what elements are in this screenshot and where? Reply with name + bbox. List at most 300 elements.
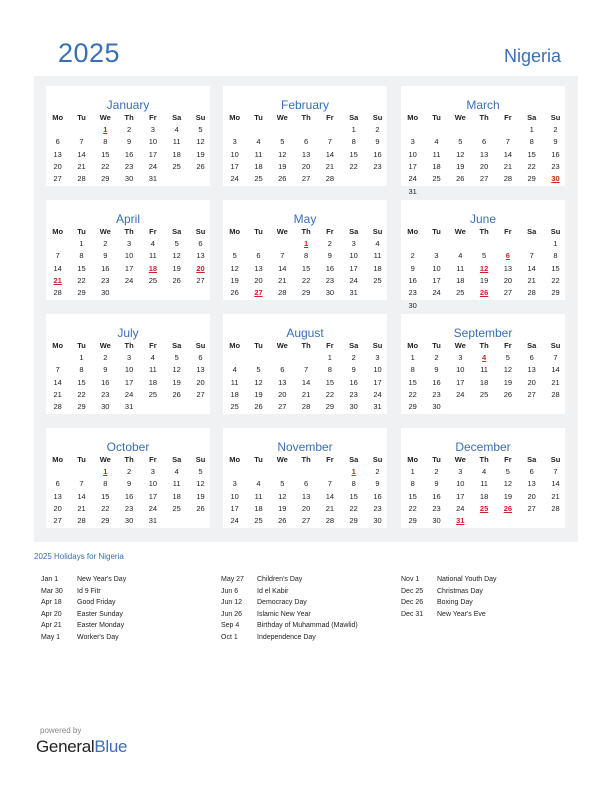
calendar-day: 26: [278, 516, 287, 526]
weekday-label: Sa: [172, 455, 182, 464]
calendar-day: 12: [196, 137, 205, 147]
calendar-day: 19: [196, 491, 205, 501]
calendar-day: 22: [325, 389, 335, 399]
calendar-day: 29: [408, 402, 417, 412]
week-row: [223, 161, 387, 173]
weekday-label: Sa: [527, 113, 537, 122]
calendar-day: 12: [230, 263, 239, 273]
week-row: [46, 287, 210, 299]
calendar-day: 7: [327, 137, 332, 147]
calendar-day: 28: [527, 288, 536, 298]
calendar-day: 2: [103, 239, 108, 248]
calendar-day: 21: [278, 275, 287, 285]
weekday-label: Su: [195, 341, 206, 350]
holiday-name: Good Friday: [77, 599, 116, 606]
calendar-day: 6: [529, 353, 534, 362]
calendar-day: 24: [148, 161, 158, 171]
weekday-label: Tu: [254, 455, 263, 464]
weekday-label: Fr: [504, 341, 512, 350]
week-row: [401, 124, 565, 136]
calendar-day: 29: [101, 174, 110, 184]
holiday-day: 25: [479, 503, 489, 513]
calendar-day: 23: [432, 389, 441, 399]
week-row: [401, 401, 565, 413]
calendar-day: 29: [551, 288, 560, 298]
calendar-day: 8: [351, 479, 356, 489]
holiday-day: 1: [103, 467, 108, 476]
calendar-day: 24: [432, 288, 441, 298]
month-name: April: [115, 212, 140, 226]
week-row: [401, 515, 565, 527]
weekday-header: [223, 454, 387, 466]
weekday-label: Mo: [52, 113, 64, 122]
calendar-day: 21: [325, 503, 335, 513]
holiday-item: [41, 586, 221, 598]
calendar-day: 25: [172, 161, 181, 171]
calendar-day: 7: [79, 479, 84, 489]
calendar-day: 3: [150, 467, 155, 476]
calendar-day: 26: [196, 503, 205, 513]
calendar-day: 2: [375, 467, 380, 476]
calendar-day: 14: [301, 377, 311, 387]
weekday-label: Mo: [229, 341, 241, 350]
calendar-day: 25: [479, 389, 489, 399]
calendar-day: 26: [196, 161, 205, 171]
week-row: [46, 515, 210, 527]
week-row: [46, 263, 210, 275]
calendar-day: 6: [304, 137, 309, 147]
calendar-day: 28: [53, 288, 62, 298]
calendar-day: 9: [351, 365, 356, 375]
month-name: March: [466, 98, 500, 112]
week-row: [223, 287, 387, 299]
calendar-day: 10: [432, 263, 441, 273]
calendar-day: 13: [196, 365, 205, 375]
calendar-day: 6: [256, 251, 261, 261]
month-august: [223, 314, 387, 414]
weekday-header: [401, 226, 565, 238]
calendar-day: 15: [349, 149, 358, 159]
week-row: [223, 478, 387, 490]
calendar-day: 2: [375, 125, 380, 134]
holiday-item: [221, 632, 401, 644]
weekday-header: [401, 340, 565, 352]
weekday-label: We: [99, 227, 111, 236]
holiday-item: [41, 597, 221, 609]
calendar-day: 16: [101, 263, 110, 273]
calendar-day: 23: [432, 503, 441, 513]
calendar-day: 27: [196, 389, 205, 399]
weekday-label: Su: [372, 113, 383, 122]
week-row: [223, 401, 387, 413]
holiday-name: Boxing Day: [437, 599, 473, 606]
calendar-day: 8: [79, 251, 84, 261]
week-row: [223, 263, 387, 275]
calendar-day: 8: [304, 251, 309, 261]
calendar-day: 26: [230, 288, 239, 298]
calendar-day: 15: [101, 491, 110, 501]
calendar-day: 26: [172, 275, 181, 285]
holiday-name: Children's Day: [257, 576, 303, 583]
calendar-day: 4: [375, 239, 380, 248]
calendar-day: 30: [101, 288, 110, 298]
calendar-day: 13: [479, 149, 489, 159]
month-november: [223, 428, 387, 528]
weekday-header: [223, 112, 387, 124]
calendar-day: 27: [503, 288, 513, 298]
weekday-label: Sa: [172, 227, 182, 236]
holiday-date: Dec 25: [401, 587, 424, 595]
weekday-label: Th: [301, 113, 311, 122]
weekday-label: We: [99, 341, 111, 350]
weekday-label: Th: [301, 341, 311, 350]
calendar-day: 17: [148, 149, 158, 159]
calendar-day: 24: [230, 174, 239, 184]
calendar-day: 5: [198, 125, 203, 134]
weekday-label: Th: [124, 455, 134, 464]
calendar-day: 15: [349, 491, 358, 501]
calendar-day: 5: [505, 353, 510, 362]
calendar-day: 2: [434, 353, 439, 362]
week-row: [401, 275, 565, 287]
calendar-day: 8: [79, 365, 84, 375]
week-row: [223, 149, 387, 161]
holiday-name: Democracy Day: [257, 599, 307, 606]
calendar-day: 19: [230, 275, 239, 285]
week-row: [223, 491, 387, 503]
calendar-day: 15: [527, 149, 536, 159]
calendar-day: 14: [527, 263, 536, 273]
weekday-label: Mo: [52, 227, 64, 236]
calendar-day: 24: [373, 389, 382, 399]
week-row: [46, 377, 210, 389]
holiday-date: Mar 30: [41, 587, 63, 595]
calendar-day: 17: [148, 491, 158, 501]
calendar-day: 6: [198, 239, 203, 248]
calendar-day: 31: [148, 174, 158, 184]
calendar-day: 7: [280, 251, 285, 261]
calendar-day: 10: [124, 365, 134, 375]
calendar-day: 8: [103, 479, 108, 489]
calendar-day: 15: [301, 263, 311, 273]
calendar-day: 30: [373, 516, 382, 526]
holiday-day: 26: [479, 288, 489, 298]
calendar-day: 28: [301, 402, 311, 412]
week-row: [401, 238, 565, 250]
holiday-item: [401, 574, 581, 586]
calendar-day: 10: [230, 491, 239, 501]
calendar-day: 12: [254, 377, 263, 387]
weekday-label: Tu: [432, 341, 441, 350]
calendar-day: 3: [232, 479, 237, 489]
month-name: January: [106, 98, 150, 112]
calendar-day: 12: [456, 149, 465, 159]
weekday-label: Fr: [326, 341, 334, 350]
calendar-day: 27: [278, 402, 287, 412]
weekday-label: Sa: [349, 341, 359, 350]
calendar-day: 17: [456, 377, 465, 387]
calendar-day: 22: [349, 503, 358, 513]
calendar-day: 8: [327, 365, 332, 375]
calendar-day: 13: [278, 377, 287, 387]
calendar-day: 23: [101, 389, 110, 399]
calendar-day: 4: [150, 353, 155, 362]
holiday-column: [41, 574, 221, 643]
week-row: [223, 124, 387, 136]
holiday-day: 21: [53, 275, 62, 285]
calendar-day: 30: [124, 174, 134, 184]
calendar-day: 17: [230, 503, 239, 513]
week-row: [401, 466, 565, 478]
calendar-day: 31: [373, 402, 382, 412]
calendar-day: 6: [198, 353, 203, 362]
holiday-day: 31: [456, 516, 465, 526]
weekday-label: We: [454, 455, 466, 464]
holiday-date: Jun 6: [221, 587, 239, 595]
calendar-day: 3: [458, 467, 463, 476]
holiday-date: Dec 31: [401, 610, 424, 618]
calendar-day: 23: [124, 161, 134, 171]
calendar-day: 29: [325, 402, 335, 412]
calendar-day: 27: [53, 516, 62, 526]
calendar-day: 20: [527, 377, 536, 387]
holiday-day: 20: [196, 263, 205, 273]
calendar-day: 11: [148, 251, 157, 261]
month-july: [46, 314, 210, 414]
calendar-day: 16: [325, 263, 335, 273]
calendar-day: 19: [503, 491, 513, 501]
calendar-day: 4: [256, 137, 261, 147]
calendar-day: 21: [53, 389, 62, 399]
calendar-day: 28: [325, 174, 335, 184]
weekday-label: Mo: [407, 227, 419, 236]
calendar-day: 7: [327, 479, 332, 489]
calendar-day: 4: [150, 239, 155, 248]
weekday-label: Fr: [504, 455, 512, 464]
calendar-day: 27: [301, 516, 311, 526]
weekday-label: Tu: [77, 455, 86, 464]
calendar-day: 25: [254, 516, 263, 526]
weekday-label: Sa: [527, 227, 537, 236]
calendar-day: 31: [349, 288, 358, 298]
calendar-day: 10: [408, 149, 417, 159]
calendar-day: 26: [254, 402, 263, 412]
calendar-day: 20: [527, 491, 536, 501]
calendar-day: 28: [77, 174, 86, 184]
calendar-day: 6: [304, 479, 309, 489]
brand-logo: [36, 737, 127, 757]
calendar-day: 7: [304, 365, 309, 375]
week-row: [401, 377, 565, 389]
calendar-day: 24: [148, 503, 158, 513]
week-row: [401, 161, 565, 173]
weekday-header: [401, 454, 565, 466]
weekday-label: Tu: [254, 227, 263, 236]
weekday-label: Sa: [172, 113, 182, 122]
holiday-item: [221, 620, 401, 632]
month-name: July: [117, 326, 139, 340]
week-row: [223, 377, 387, 389]
calendar-day: 14: [278, 263, 287, 273]
week-row: [46, 478, 210, 490]
holiday-day: 27: [254, 288, 263, 298]
weekday-label: We: [454, 341, 466, 350]
weekday-label: Th: [479, 455, 489, 464]
calendar-day: 16: [373, 491, 382, 501]
holiday-item: [221, 597, 401, 609]
weekday-label: Tu: [254, 113, 263, 122]
calendar-day: 11: [432, 149, 441, 159]
week-row: [401, 503, 565, 515]
calendar-day: 7: [79, 137, 84, 147]
calendar-day: 16: [349, 377, 358, 387]
calendar-day: 5: [458, 137, 463, 147]
calendar-day: 16: [432, 377, 441, 387]
week-row: [401, 186, 565, 198]
calendar-grid: [34, 76, 578, 542]
calendar-day: 3: [232, 137, 237, 147]
calendar-day: 3: [375, 353, 380, 362]
holiday-date: Sep 4: [221, 622, 240, 629]
holiday-day: 1: [103, 125, 108, 134]
week-row: [46, 136, 210, 148]
calendar-day: 21: [301, 389, 311, 399]
weekday-header: [401, 112, 565, 124]
holiday-name: Independence Day: [257, 633, 316, 641]
calendar-day: 12: [278, 149, 287, 159]
calendar-day: 28: [551, 389, 560, 399]
calendar-day: 9: [127, 479, 132, 489]
weekday-label: Su: [372, 341, 383, 350]
calendar-day: 29: [301, 288, 311, 298]
week-row: [223, 275, 387, 287]
calendar-day: 5: [232, 251, 237, 261]
calendar-day: 4: [256, 479, 261, 489]
weekday-label: Sa: [349, 227, 359, 236]
weekday-label: Mo: [229, 227, 241, 236]
holiday-name: Id 9 Fitr: [77, 587, 101, 595]
calendar-day: 3: [127, 239, 132, 248]
calendar-day: 2: [553, 125, 558, 134]
weekday-label: Su: [550, 455, 561, 464]
holiday-item: [221, 574, 401, 586]
calendar-day: 10: [230, 149, 239, 159]
week-row: [401, 250, 565, 262]
holiday-name: Easter Sunday: [77, 610, 123, 618]
calendar-day: 19: [172, 377, 181, 387]
calendar-day: 8: [410, 365, 415, 375]
calendar-day: 13: [527, 365, 536, 375]
calendar-day: 16: [551, 149, 560, 159]
holiday-day: 6: [505, 251, 510, 261]
week-row: [401, 287, 565, 299]
calendar-day: 30: [408, 300, 417, 310]
calendar-day: 19: [456, 161, 465, 171]
calendar-day: 23: [373, 161, 382, 171]
weekday-label: Sa: [349, 455, 359, 464]
calendar-day: 7: [55, 251, 60, 261]
weekday-label: Tu: [432, 113, 441, 122]
week-row: [46, 250, 210, 262]
calendar-day: 18: [172, 149, 181, 159]
calendar-day: 21: [503, 161, 513, 171]
weekday-label: Th: [124, 227, 134, 236]
week-row: [46, 352, 210, 364]
week-row: [223, 173, 387, 185]
week-row: [46, 401, 210, 413]
calendar-day: 4: [174, 125, 179, 134]
calendar-day: 20: [254, 275, 263, 285]
calendar-day: 12: [278, 491, 287, 501]
week-row: [401, 389, 565, 401]
calendar-day: 7: [553, 353, 558, 362]
calendar-day: 9: [127, 137, 132, 147]
calendar-day: 19: [479, 275, 489, 285]
month-june: [401, 200, 565, 310]
weekday-label: Su: [195, 455, 206, 464]
calendar-day: 21: [77, 503, 86, 513]
weekday-label: Tu: [254, 341, 263, 350]
calendar-day: 2: [434, 467, 439, 476]
calendar-day: 11: [254, 149, 263, 159]
calendar-day: 27: [479, 174, 489, 184]
month-january: [46, 86, 210, 186]
weekday-label: Su: [372, 227, 383, 236]
calendar-day: 9: [103, 251, 108, 261]
calendar-day: 14: [325, 491, 335, 501]
weekday-label: Fr: [149, 455, 157, 464]
calendar-day: 25: [230, 402, 239, 412]
calendar-day: 30: [124, 516, 134, 526]
calendar-day: 21: [551, 377, 560, 387]
week-row: [223, 238, 387, 250]
calendar-day: 28: [503, 174, 513, 184]
calendar-day: 25: [373, 275, 382, 285]
calendar-day: 26: [503, 389, 513, 399]
holidays-title: 2025 Holidays for Nigeria: [34, 552, 124, 561]
calendar-day: 17: [373, 377, 382, 387]
calendar-day: 4: [458, 251, 463, 261]
calendar-day: 12: [503, 479, 513, 489]
calendar-day: 30: [349, 402, 358, 412]
calendar-day: 17: [349, 263, 358, 273]
calendar-day: 1: [79, 239, 84, 248]
weekday-header: [46, 340, 210, 352]
calendar-day: 29: [77, 288, 86, 298]
weekday-label: Tu: [77, 227, 86, 236]
calendar-day: 12: [503, 365, 513, 375]
calendar-day: 7: [55, 365, 60, 375]
month-name: August: [286, 326, 324, 340]
month-name: February: [280, 98, 330, 112]
calendar-day: 2: [327, 239, 332, 248]
calendar-day: 9: [375, 479, 380, 489]
calendar-day: 19: [172, 263, 181, 273]
calendar-day: 15: [77, 377, 86, 387]
calendar-day: 18: [254, 503, 263, 513]
calendar-day: 8: [351, 137, 356, 147]
week-row: [223, 136, 387, 148]
calendar-day: 17: [432, 275, 441, 285]
weekday-label: Th: [301, 227, 311, 236]
calendar-day: 21: [551, 491, 560, 501]
weekday-header: [46, 226, 210, 238]
calendar-day: 2: [127, 467, 132, 476]
calendar-day: 21: [527, 275, 536, 285]
calendar-day: 3: [410, 137, 415, 147]
weekday-header: [223, 340, 387, 352]
country-title: Nigeria: [503, 46, 561, 66]
